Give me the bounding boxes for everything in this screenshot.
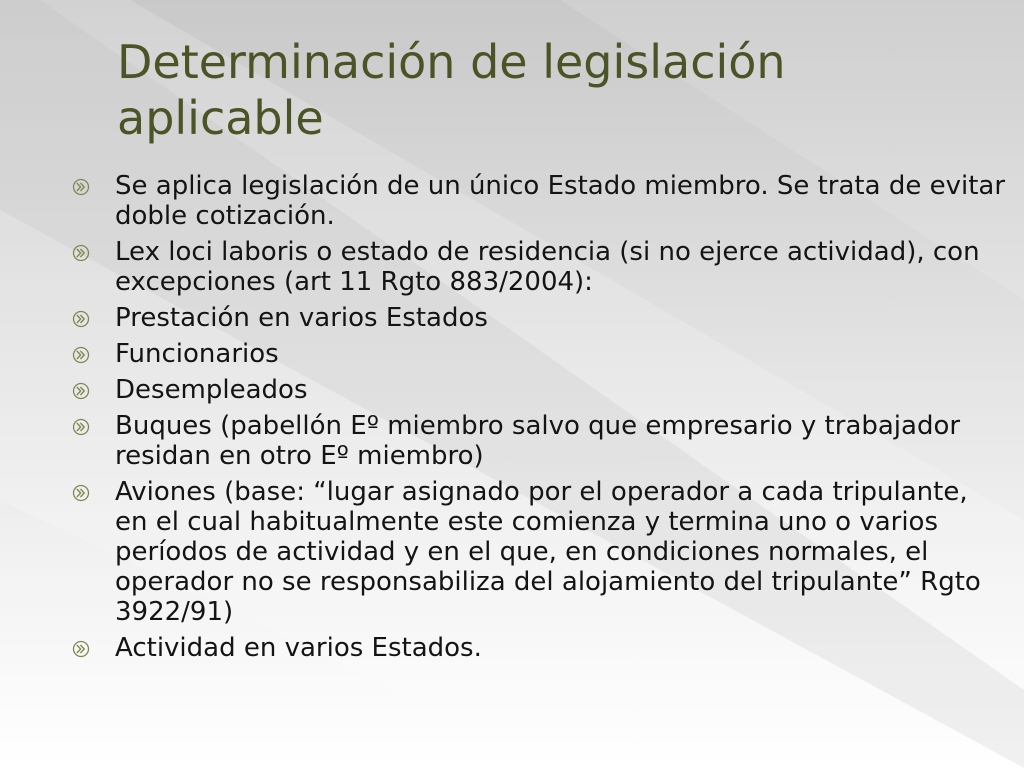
bullet-item [72,375,1007,405]
circled-chevron-right-icon [72,484,90,502]
circled-chevron-right-icon [72,310,90,328]
circled-chevron-right-icon [72,640,90,658]
bullet-text: Buques (pabellón Eº miembro salvo que empresario y trabajador residan en otro Eº miembro) [115,411,961,471]
bullet-item [72,477,1007,627]
bullet-text: Funcionarios [115,339,279,369]
slide-title: Determinación de legislación aplicable [117,35,786,145]
bullet-text: Desempleados [115,375,308,405]
bullet-item [72,339,1007,369]
bullet-list [72,171,1007,669]
bullet-item [72,303,1007,333]
bullet-text: Se aplica legislación de un único Estado miembro. Se trata de evitar doble cotización. [115,171,1006,231]
circled-chevron-right-icon [72,382,90,400]
circled-chevron-right-icon [72,418,90,436]
bullet-item [72,411,1007,471]
bullet-item [72,237,1007,297]
bullet-text: Prestación en varios Estados [115,303,488,333]
circled-chevron-right-icon [72,244,90,262]
bullet-text: Actividad en varios Estados. [115,633,482,663]
bullet-item [72,171,1007,231]
circled-chevron-right-icon [72,178,90,196]
bullet-item [72,633,1007,663]
bullet-text: Aviones (base: “lugar asignado por el operador a cada tripulante, en el cual habitualmente este comienza y termina uno o varios períodos de actividad y en el que, en condiciones normales, el operador no se responsabiliza del alojamiento del tripulante” Rgto 3922/91) [115,477,981,627]
bullet-text: Lex loci laboris o estado de residencia (si no ejerce actividad), con excepciones (art 11 Rgto 883/2004): [115,237,980,297]
circled-chevron-right-icon [72,346,90,364]
